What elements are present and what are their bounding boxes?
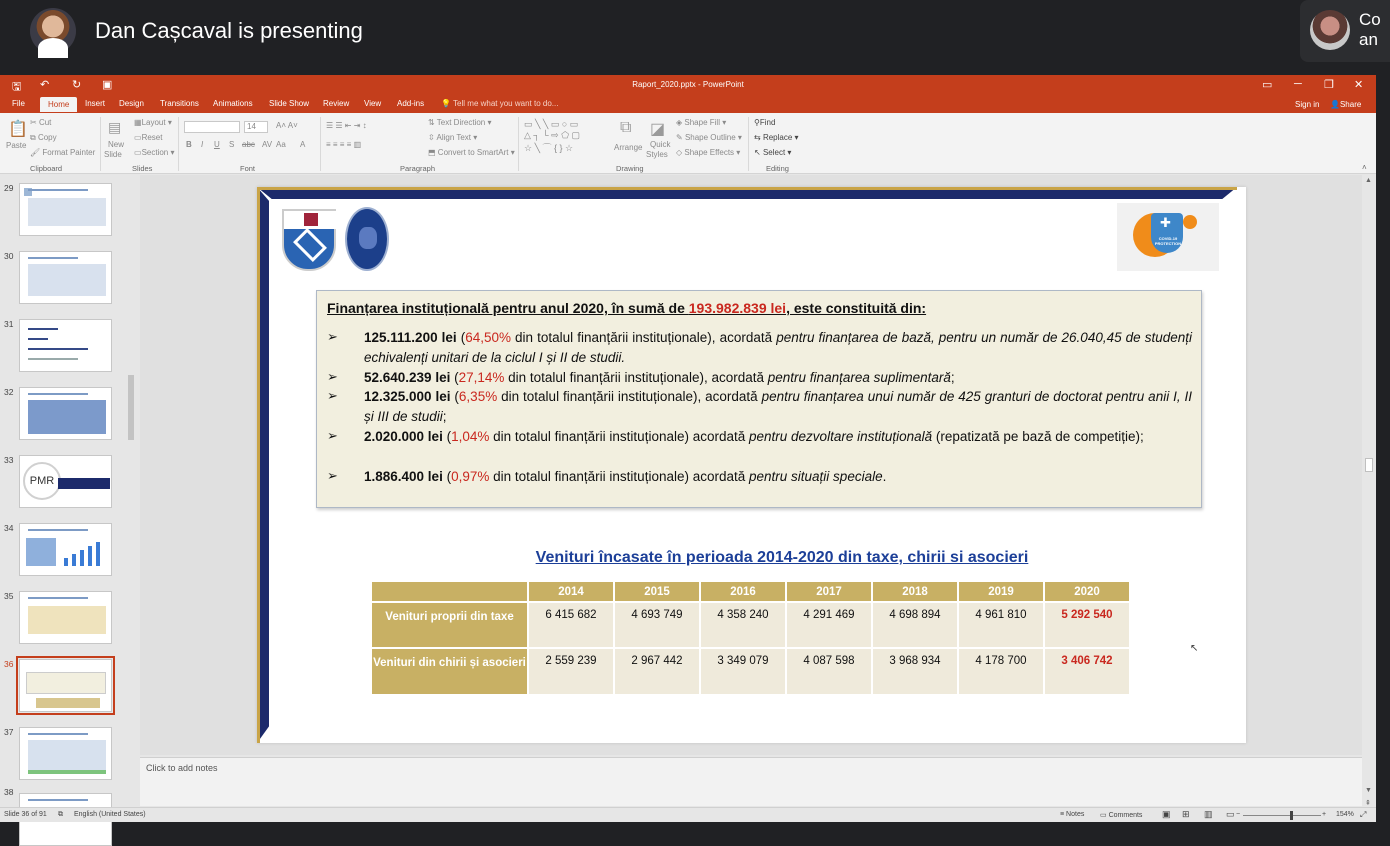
arrow-bullet-icon: ➢ [327, 369, 338, 384]
slide-thumbnail[interactable] [19, 523, 112, 576]
funding-title [327, 300, 926, 316]
share-label: Share [1339, 100, 1362, 109]
slide-thumbnail[interactable] [19, 591, 112, 644]
strikethrough-button[interactable]: abc [242, 140, 255, 149]
shape-effects-label: Shape Effects [684, 148, 735, 157]
redo-icon[interactable]: ↻ [72, 79, 82, 91]
alignment-buttons[interactable]: ≡ ≡ ≡ ≡ ▥ [326, 140, 362, 149]
change-case-button[interactable]: Aa [276, 140, 286, 149]
thumbnail-scrollbar[interactable] [127, 175, 135, 805]
thumb-number: 31 [4, 319, 14, 329]
zoom-in-icon[interactable]: + [1322, 811, 1327, 818]
normal-view-icon[interactable]: ▣ [1162, 809, 1171, 819]
funding-total-amount: 193.982.839 lei [688, 300, 787, 316]
slide-canvas [140, 175, 1362, 755]
underline-button[interactable]: U [214, 140, 220, 149]
zoom-slider[interactable] [1243, 815, 1321, 816]
thumb-number: 38 [4, 787, 14, 797]
year-header: 2014 [529, 582, 613, 601]
font-size-select[interactable]: 14 [244, 121, 268, 133]
text-direction-label: Text Direction [436, 118, 486, 127]
slide-thumbnail[interactable] [19, 727, 112, 780]
group-slides: Slides [132, 164, 153, 173]
new-slide-icon[interactable]: ▤ [108, 119, 122, 135]
shapes-gallery[interactable]: ▭ ╲ ╲ ▭ ○ ▭ △ ┐ └ ⇨ ⬠ ▢ ☆ ╲ ⌒ { } ☆ [524, 119, 581, 153]
find-label: Find [759, 118, 776, 127]
funding-item: 2.020.000 lei (1,04% din totalul finanțării instituționale) acordată pentru dezvoltare instituțională (repatizată pe bază de competiție); [364, 429, 1144, 444]
table-cell: 4 698 894 [873, 603, 957, 647]
slide-thumbnail[interactable] [19, 455, 112, 508]
ribbon-separator [320, 117, 321, 171]
zoom-level[interactable]: 154% [1336, 811, 1354, 818]
group-font: Font [240, 164, 256, 173]
ribbon-separator [178, 117, 179, 171]
copy-icon: ⧉ [30, 133, 36, 142]
share-button[interactable] [1330, 100, 1361, 109]
document-title: Raport_2020.pptx - PowerPoint [632, 80, 744, 89]
shape-effects-button[interactable]: ◇ Shape Effects ▾ [676, 148, 741, 157]
table-row [372, 603, 1129, 647]
group-drawing: Drawing [616, 164, 644, 173]
funding-item: 12.325.000 lei (6,35% din totalul finanțării instituționale), acordată pentru finanțarea unui număr de 425 granturi de doctorat pentru anii I, II și III de studii; [364, 389, 1193, 424]
ribbon-display-icon[interactable]: ▭ [1262, 79, 1273, 91]
format-painter-button[interactable] [30, 148, 95, 157]
zoom-out-icon[interactable]: − [1236, 811, 1241, 818]
arrow-bullet-icon: ➢ [327, 428, 338, 443]
paste-icon[interactable]: 📋 [8, 121, 28, 138]
bullets-button[interactable]: ☰ ☰ ⇤ ⇥ ↕ [326, 121, 367, 130]
tab-review[interactable]: Review [323, 99, 350, 108]
meeting-header [0, 0, 1381, 70]
quick-styles-label-1[interactable]: Quick [650, 140, 671, 149]
text-direction-button[interactable]: ⇅ Text Direction ▾ [428, 118, 492, 127]
shape-fill-label: Shape Fill [684, 118, 720, 127]
language-indicator[interactable]: English (United States) [74, 811, 146, 818]
save-icon[interactable]: 🖫 [12, 81, 22, 93]
covid-protection-image [1117, 203, 1219, 271]
funding-title-prefix: Finanțarea instituțională pentru anul 2020, în sumă de [327, 300, 689, 316]
thumb-number: 29 [4, 183, 14, 193]
char-spacing-button[interactable]: AV [262, 140, 273, 149]
table-cell: 2 559 239 [529, 649, 613, 694]
comments-toggle[interactable] [1100, 811, 1142, 819]
font-color-button[interactable]: A [300, 140, 306, 149]
replace-label: Replace [762, 133, 793, 142]
scroll-up-icon[interactable]: ▲ [1365, 177, 1372, 184]
covid-badge-text: COVID-19 PROTECTION [1154, 236, 1182, 246]
tab-home[interactable]: Home [40, 97, 77, 112]
table-cell: 4 087 598 [787, 649, 871, 694]
select-label: Select [762, 148, 786, 157]
comments-toggle-label: Comments [1108, 812, 1143, 819]
section-icon: ▭ [134, 148, 142, 157]
funding-item: 52.640.239 lei (27,14% din totalul finanțării instituționale), acordată pentru finanțarea suplimentară; [364, 370, 955, 385]
arrow-bullet-icon: ➢ [327, 388, 338, 403]
ribbon-separator [748, 117, 749, 171]
table-cell-highlight: 5 292 540 [1045, 603, 1129, 647]
align-text-icon: ⇳ [428, 133, 435, 142]
find-button[interactable] [754, 118, 775, 127]
notes-pane[interactable] [140, 757, 1362, 806]
tab-view[interactable]: View [364, 99, 382, 108]
brush-icon: 🖌 [30, 148, 41, 157]
grow-shrink-font-icons[interactable]: A˄ A˅ [276, 121, 298, 130]
table-cell: 2 967 442 [615, 649, 699, 694]
notes-placeholder: Click to add notes [146, 763, 218, 773]
prev-slide-icon[interactable]: ⇞ [1365, 800, 1371, 807]
tab-file[interactable]: File [12, 99, 25, 108]
group-editing: Editing [766, 164, 789, 173]
table-corner-cell [372, 582, 527, 601]
smartart-icon: ⬒ [428, 148, 436, 157]
tab-animations[interactable]: Animations [213, 99, 253, 108]
lightbulb-icon: 💡 [441, 99, 451, 108]
thumb-number: 37 [4, 727, 14, 737]
year-header: 2018 [873, 582, 957, 601]
status-bar [0, 807, 1376, 822]
effects-icon: ◇ [676, 148, 683, 157]
tab-transitions[interactable]: Transitions [160, 99, 199, 108]
reset-button[interactable] [134, 133, 162, 142]
comment-icon: ▭ [1100, 812, 1107, 819]
scissors-icon: ✂ [30, 118, 37, 127]
paint-bucket-icon: ◈ [676, 118, 683, 127]
group-clipboard: Clipboard [30, 164, 63, 173]
section-button[interactable]: ▭Section ▾ [134, 148, 175, 157]
year-header: 2016 [701, 582, 785, 601]
year-header: 2020 [1045, 582, 1129, 601]
presenter-label: Dan Cașcaval is presenting [95, 18, 363, 43]
close-icon[interactable]: ✕ [1354, 79, 1364, 91]
ribbon-separator [100, 117, 101, 171]
slide-thumbnail-selected[interactable] [19, 659, 112, 712]
notes-toggle[interactable] [1060, 811, 1084, 818]
bold-button[interactable]: B [186, 140, 192, 149]
slide-vertical-scrollbar[interactable] [1362, 175, 1376, 820]
thumb-number: 30 [4, 251, 14, 261]
replace-icon: ⇆ [754, 133, 761, 142]
year-header: 2017 [787, 582, 871, 601]
pmr-banner [58, 478, 110, 489]
tell-me-text: Tell me what you want to do... [453, 99, 559, 108]
find-icon: ⚲ [754, 118, 760, 127]
funding-item: 125.111.200 lei (64,50% din totalul finanțării instituționale), acordată pentru finanțarea de bază, pentru un număr de 26.040,45 de studenți echivalenți unitari de la ciclul I și II de studii. [364, 330, 1192, 365]
zoom-slider-thumb[interactable] [1290, 811, 1293, 820]
table-header-row [372, 582, 1129, 601]
powerpoint-window [0, 75, 1376, 822]
select-button[interactable]: ↖ Select ▾ [754, 148, 792, 157]
slide-thumbnail[interactable] [19, 387, 112, 440]
shadow-button[interactable]: S [229, 140, 235, 149]
table-cell: 4 961 810 [959, 603, 1043, 647]
slide-sorter-icon[interactable]: ⊞ [1182, 809, 1190, 819]
slide-thumbnail[interactable] [19, 251, 112, 304]
participant-avatar [1310, 10, 1350, 50]
tab-slide-show[interactable]: Slide Show [269, 99, 310, 108]
reading-view-icon[interactable]: ▥ [1204, 809, 1213, 819]
slideshow-view-icon[interactable]: ▭ [1226, 809, 1235, 819]
slide-thumbnail-pane [0, 175, 137, 805]
table-cell: 3 349 079 [701, 649, 785, 694]
shape-outline-label: Shape Outline [684, 133, 736, 142]
table-row [372, 649, 1129, 694]
new-slide-label-1[interactable]: New [108, 140, 125, 149]
table-cell: 4 178 700 [959, 649, 1043, 694]
year-header: 2015 [615, 582, 699, 601]
copy-button[interactable] [30, 133, 57, 143]
spell-check-icon[interactable]: ⧉ [58, 811, 63, 818]
pen-icon: ✎ [676, 133, 683, 142]
table-cell: 4 693 749 [615, 603, 699, 647]
replace-button[interactable]: ⇆ Replace ▾ [754, 133, 799, 142]
row-label: Venituri proprii din taxe [372, 603, 527, 647]
text-direction-icon: ⇅ [428, 118, 435, 127]
thumb-number: 33 [4, 455, 14, 465]
thumb-number-selected: 36 [4, 659, 14, 669]
slide-thumbnail[interactable] [19, 183, 112, 236]
table-cell-highlight: 3 406 742 [1045, 649, 1129, 694]
table-cell: 3 968 934 [873, 649, 957, 694]
table-cell: 4 291 469 [787, 603, 871, 647]
ribbon-separator [518, 117, 519, 171]
align-text-label: Align Text [436, 133, 472, 142]
pmr-badge: PMR [23, 462, 61, 500]
collapse-ribbon-icon[interactable]: ˄ [1362, 163, 1367, 172]
funding-title-suffix: , este constituită din: [786, 300, 927, 316]
ribbon-tabs [0, 96, 1376, 113]
arrange-button[interactable]: Arrange [614, 143, 643, 152]
layout-icon: ▦ [134, 118, 142, 127]
layout-label: Layout [141, 118, 166, 127]
slide-frame-gold-top [257, 187, 1237, 190]
thumb-number: 35 [4, 591, 14, 601]
copy-label: Copy [37, 133, 57, 142]
slide-frame-gold-left [257, 187, 260, 743]
group-paragraph: Paragraph [400, 164, 436, 173]
italic-button[interactable]: I [201, 140, 204, 149]
arrange-icon[interactable]: ⧉ [620, 119, 632, 136]
slide-36[interactable] [257, 187, 1246, 743]
paste-button[interactable]: Paste [6, 141, 27, 150]
slide-counter: Slide 36 of 91 [4, 811, 47, 818]
slide-thumbnail[interactable] [19, 319, 112, 372]
table-cell: 4 358 240 [701, 603, 785, 647]
restore-icon[interactable]: ❐ [1324, 79, 1334, 91]
shape-outline-button[interactable]: ✎ Shape Outline ▾ [676, 133, 742, 142]
start-from-beginning-icon[interactable]: ▣ [102, 79, 113, 91]
participant-tile[interactable] [1300, 0, 1390, 62]
tell-me-input[interactable] [441, 99, 558, 108]
cut-label: Cut [38, 118, 52, 127]
undo-icon[interactable]: ↶ [40, 79, 50, 91]
title-bar [0, 75, 1376, 96]
person-icon: 👤 [1330, 100, 1340, 109]
layout-button[interactable]: ▦Layout ▾ [134, 118, 172, 127]
convert-smartart-label: Convert to SmartArt [437, 148, 509, 157]
quick-styles-icon[interactable]: ◪ [650, 121, 666, 138]
reset-label: Reset [141, 133, 163, 142]
scroll-down-icon[interactable]: ▼ [1365, 787, 1372, 794]
sign-in-link[interactable]: Sign in [1295, 100, 1320, 109]
university-seal-logo [345, 207, 389, 271]
scroll-thumb[interactable] [128, 375, 134, 440]
new-slide-label-2[interactable]: Slide [104, 150, 122, 159]
notes-toggle-label: Notes [1066, 811, 1085, 818]
section-label: Section [141, 148, 169, 157]
tab-insert[interactable]: Insert [85, 99, 106, 108]
row-label: Venituri din chirii și asocieri [372, 649, 527, 694]
thumb-number: 34 [4, 523, 14, 533]
tab-design[interactable]: Design [119, 99, 144, 108]
fit-to-window-icon[interactable]: ⤢ [1360, 810, 1367, 819]
arrow-bullet-icon: ➢ [327, 468, 338, 483]
revenue-table[interactable] [370, 580, 1131, 696]
arrow-bullet-icon: ➢ [327, 329, 338, 344]
revenue-table-title: Venituri încasate în perioada 2014-2020 din taxe, chirii si asocieri [535, 549, 1029, 566]
table-cell: 6 415 682 [529, 603, 613, 647]
minimize-icon[interactable]: ─ [1294, 78, 1302, 90]
notes-icon: ≡ [1060, 811, 1065, 818]
format-painter-label: Format Painter [42, 148, 96, 157]
ribbon-home [0, 113, 1376, 174]
cut-button[interactable] [30, 118, 51, 127]
reset-icon: ▭ [134, 133, 142, 142]
scroll-thumb[interactable] [1365, 458, 1373, 472]
convert-smartart-button[interactable]: ⬒ Convert to SmartArt ▾ [428, 148, 515, 157]
mouse-cursor-icon: ↖ [1190, 643, 1199, 654]
university-shield-logo [282, 209, 336, 271]
participant-name: Co an [1359, 10, 1381, 49]
year-header: 2019 [959, 582, 1043, 601]
cursor-icon: ↖ [754, 148, 761, 157]
quick-styles-label-2[interactable]: Styles [646, 150, 668, 159]
funding-item: 1.886.400 lei (0,97% din totalul finanțării instituționale) acordată pentru situații speciale. [364, 469, 887, 484]
thumb-number: 32 [4, 387, 14, 397]
funding-info-box[interactable] [316, 290, 1202, 508]
tab-add-ins[interactable]: Add-ins [397, 99, 425, 108]
align-text-button[interactable]: ⇳ Align Text ▾ [428, 133, 478, 142]
font-family-select[interactable] [184, 121, 240, 133]
shape-fill-button[interactable]: ◈ Shape Fill ▾ [676, 118, 727, 127]
presenter-avatar [30, 8, 76, 54]
